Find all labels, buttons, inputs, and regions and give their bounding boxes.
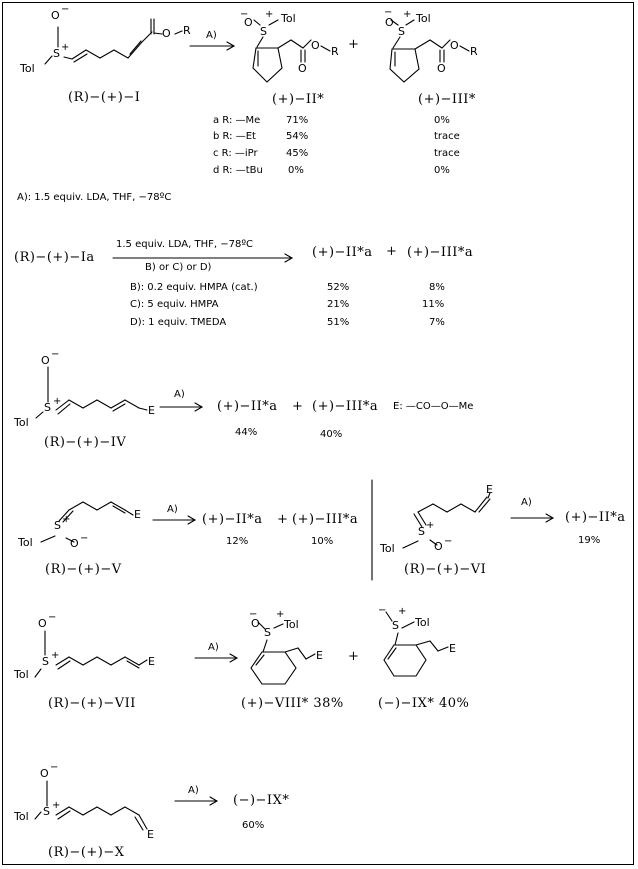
yield-III: trace	[434, 148, 460, 159]
charge-minus: −	[240, 9, 249, 20]
sulfur-atom: S	[392, 619, 399, 632]
charge-plus: +	[53, 396, 62, 407]
charge-minus: −	[51, 349, 60, 360]
tolyl-group: Tol	[14, 416, 29, 429]
charge-plus: +	[403, 9, 412, 20]
oxygen-atom: O	[434, 540, 443, 553]
charge-plus: +	[265, 9, 274, 20]
ester-group: E	[486, 483, 493, 496]
ester-group: E	[134, 508, 141, 521]
product-label-IIIa: (+)−III*a	[407, 245, 474, 260]
condition-row: B): 0.2 equiv. HMPA (cat.)	[130, 282, 258, 293]
substituent-row: b R: —Et	[213, 131, 256, 142]
yield-II: 45%	[286, 148, 309, 159]
plus-sign: +	[292, 399, 303, 414]
yield-II: 44%	[235, 427, 258, 438]
charge-plus: +	[426, 520, 435, 531]
ester-group: E	[449, 642, 456, 655]
tolyl-group: Tol	[416, 12, 431, 25]
sulfur-atom: S	[42, 655, 49, 668]
tolyl-group: Tol	[20, 62, 35, 75]
charge-minus: −	[61, 4, 70, 15]
yield-IX: 60%	[242, 820, 265, 831]
yield-II: 71%	[286, 115, 309, 126]
sulfur-atom: S	[398, 25, 405, 38]
compound-label-VI: (R)−(+)−VI	[404, 562, 487, 577]
substituent-row: d R: —tBu	[213, 165, 263, 176]
product-label-II: (+)−II*	[272, 92, 325, 107]
product-label-IIa: (+)−II*a	[565, 510, 626, 525]
oxygen-atom: O	[70, 537, 79, 550]
sulfur-atom: S	[264, 626, 271, 639]
charge-minus: −	[80, 533, 89, 544]
charge-minus: −	[384, 7, 393, 18]
charge-plus: +	[51, 650, 60, 661]
charge-minus: −	[378, 605, 387, 616]
r-group: R	[470, 45, 478, 58]
tolyl-group: Tol	[284, 618, 299, 631]
condition-row: D): 1 equiv. TMEDA	[130, 317, 227, 328]
product-label-IIa: (+)−II*a	[202, 512, 263, 527]
charge-minus: −	[48, 612, 57, 623]
charge-plus: +	[62, 514, 71, 525]
oxygen-atom: O	[38, 617, 47, 630]
charge-plus: +	[52, 800, 61, 811]
oxygen-atom: O	[162, 27, 171, 40]
charge-plus: +	[398, 606, 407, 617]
arrow-label: A)	[206, 30, 217, 41]
product-label-III: (+)−III*	[418, 92, 476, 107]
ester-definition: E: —CO—O—Me	[393, 401, 474, 412]
oxygen-atom: O	[298, 62, 307, 75]
yield-II: 54%	[286, 131, 309, 142]
substituent-row: a R: —Me	[213, 115, 261, 126]
arrow-label: A)	[167, 504, 178, 515]
ester-group: E	[148, 404, 155, 417]
arrow-label: A)	[208, 642, 219, 653]
product-label-IX: (−)−IX* 40%	[378, 696, 470, 711]
compound-label-IV: (R)−(+)−IV	[44, 435, 127, 450]
structure-IV	[36, 367, 147, 418]
ester-group: E	[148, 655, 155, 668]
yield-II: 12%	[226, 536, 249, 547]
charge-plus: +	[61, 42, 70, 53]
charge-plus: +	[276, 609, 285, 620]
oxygen-atom: O	[437, 62, 446, 75]
oxygen-atom: O	[41, 354, 50, 367]
sulfur-atom: S	[54, 519, 61, 532]
product-label-IIIa: (+)−III*a	[292, 512, 359, 527]
r-group: R	[331, 45, 339, 58]
charge-minus: −	[249, 609, 258, 620]
sulfur-atom: S	[260, 25, 267, 38]
product-label-IX: (−)−IX*	[233, 793, 290, 808]
tolyl-group: Tol	[415, 616, 430, 629]
ester-group: E	[147, 828, 154, 841]
yield-II: 21%	[327, 299, 350, 310]
compound-label-VII: (R)−(+)−VII	[48, 696, 136, 711]
yield-III: 0%	[434, 165, 450, 176]
yield-III: 7%	[429, 317, 445, 328]
product-label-VIII: (+)−VIII* 38%	[241, 696, 344, 711]
compound-label-X: (R)−(+)−X	[48, 845, 125, 860]
sulfur-atom: S	[53, 47, 60, 60]
arrow-label: A)	[521, 497, 532, 508]
condition-row: C): 5 equiv. HMPA	[130, 299, 219, 310]
charge-minus: −	[444, 536, 453, 547]
yield-II: 19%	[578, 535, 601, 546]
conditions-below-arrow: B) or C) or D)	[145, 262, 212, 273]
tolyl-group: Tol	[14, 810, 29, 823]
plus-sign: +	[348, 649, 359, 664]
yield-II: 52%	[327, 282, 350, 293]
structure-VIII	[251, 622, 315, 684]
yield-III: 8%	[429, 282, 445, 293]
product-label-IIIa: (+)−III*a	[312, 399, 379, 414]
product-label-IIa: (+)−II*a	[312, 245, 373, 260]
oxygen-atom: O	[244, 16, 253, 29]
oxygen-atom: O	[251, 617, 260, 630]
conditions-A: A): 1.5 equiv. LDA, THF, −78ºC	[17, 192, 172, 203]
compound-label-Ia: (R)−(+)−Ia	[14, 250, 95, 265]
plus-sign: +	[386, 244, 397, 259]
tolyl-group: Tol	[18, 536, 33, 549]
r-group: R	[183, 24, 191, 37]
oxygen-atom: O	[450, 39, 459, 52]
plus-sign: +	[277, 512, 288, 527]
substituent-row: c R: —iPr	[213, 148, 258, 159]
tolyl-group: Tol	[380, 542, 395, 555]
compound-label-V: (R)−(+)−V	[45, 562, 122, 577]
tolyl-group: Tol	[14, 668, 29, 681]
yield-II: 51%	[327, 317, 350, 328]
arrow-label: A)	[174, 389, 185, 400]
arrow-label: A)	[188, 785, 199, 796]
oxygen-atom: O	[51, 9, 60, 22]
yield-III: 11%	[422, 299, 445, 310]
yield-III: 40%	[320, 429, 343, 440]
product-label-IIa: (+)−II*a	[217, 399, 278, 414]
yield-III: 10%	[311, 536, 334, 547]
sulfur-atom: S	[43, 805, 50, 818]
yield-III: trace	[434, 131, 460, 142]
conditions-above-arrow: 1.5 equiv. LDA, THF, −78ºC	[116, 239, 254, 250]
tolyl-group: Tol	[281, 12, 296, 25]
yield-III: 0%	[434, 115, 450, 126]
plus-sign: +	[348, 37, 359, 52]
yield-II: 0%	[288, 165, 304, 176]
oxygen-atom: O	[385, 16, 394, 29]
ester-group: E	[316, 649, 323, 662]
sulfur-atom: S	[418, 525, 425, 538]
oxygen-atom: O	[311, 39, 320, 52]
oxygen-atom: O	[40, 767, 49, 780]
charge-minus: −	[50, 762, 59, 773]
compound-label-I: (R)−(+)−I	[68, 90, 141, 105]
sulfur-atom: S	[44, 401, 51, 414]
